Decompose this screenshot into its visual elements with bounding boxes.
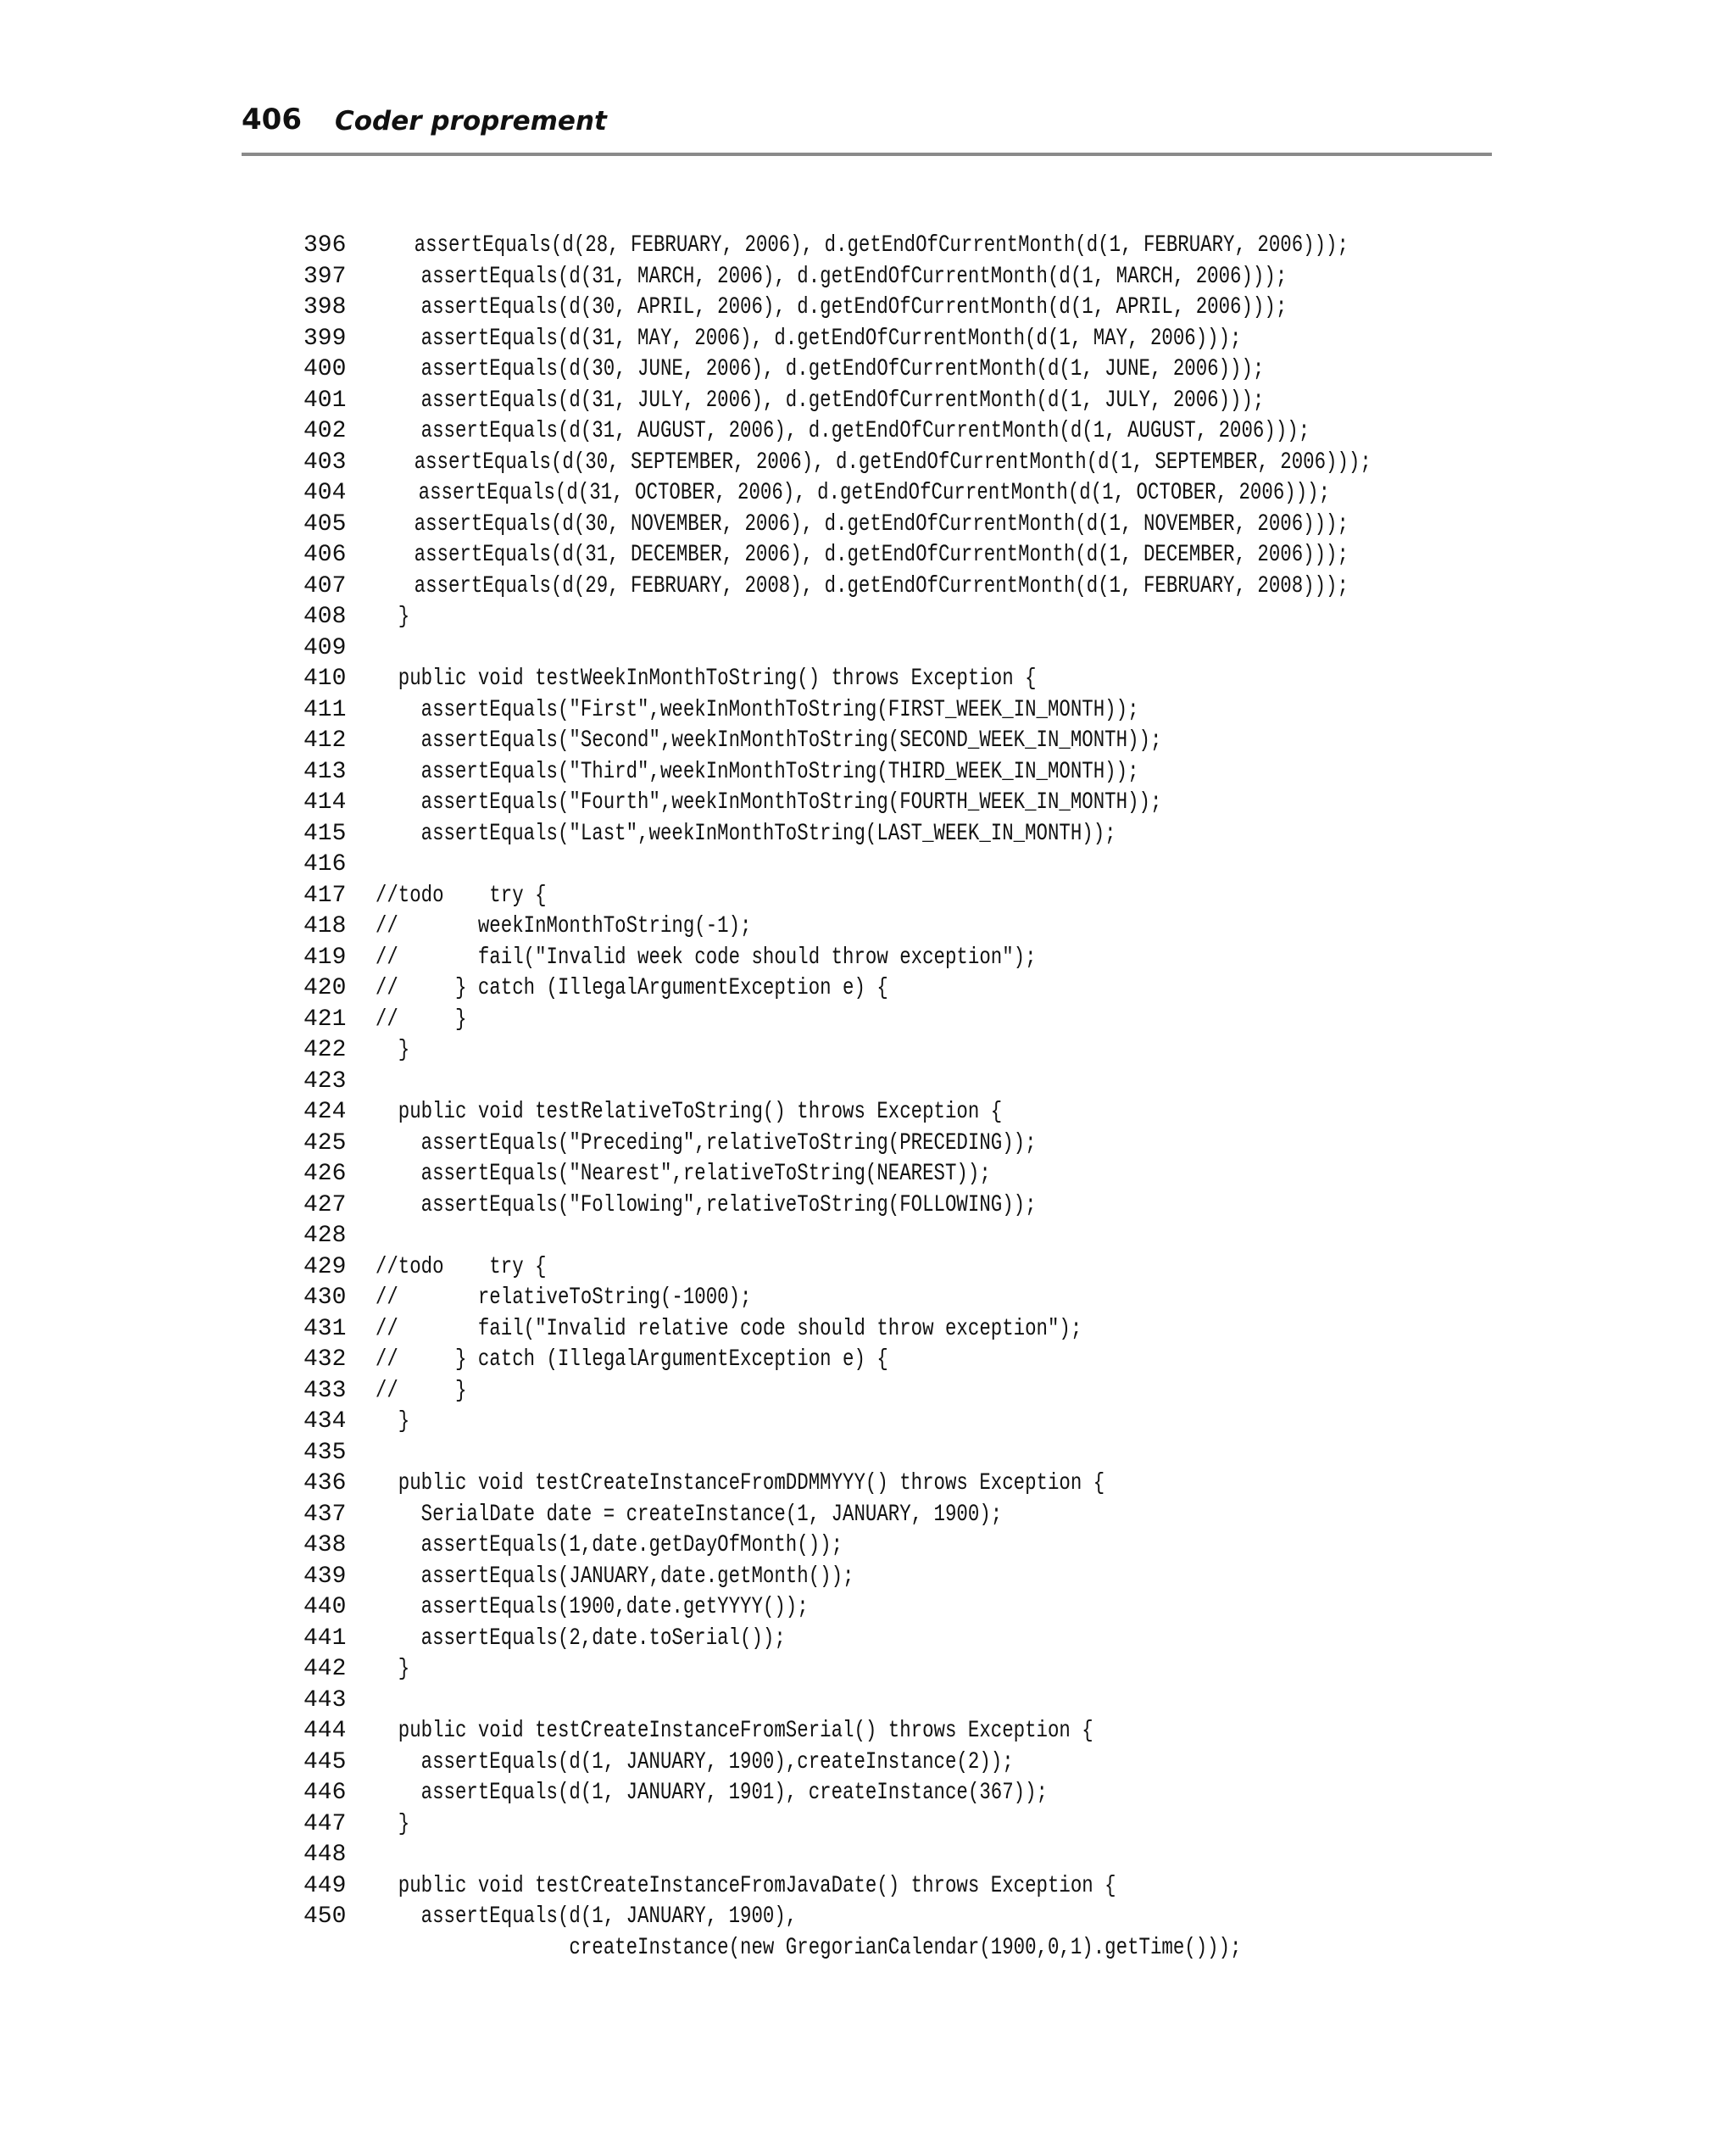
line-number: 403 [303, 449, 347, 476]
line-number: 397 [303, 263, 347, 290]
code-line [303, 1438, 1575, 1469]
line-number: 429 [303, 1253, 347, 1280]
code-line [303, 571, 1575, 603]
code-line [303, 1624, 1575, 1655]
code-text: // relativeToString(-1000); [353, 1285, 752, 1311]
code-line [303, 1500, 1575, 1531]
code-line [303, 726, 1575, 757]
code-line [303, 324, 1575, 355]
code-line [303, 1871, 1575, 1903]
code-line [303, 1252, 1575, 1284]
code-line [303, 1747, 1575, 1779]
line-number: 434 [303, 1408, 347, 1435]
line-number: 417 [303, 882, 347, 909]
line-number: 438 [303, 1532, 347, 1558]
code-line [303, 1407, 1575, 1438]
code-line [303, 540, 1575, 571]
code-line [303, 1097, 1575, 1129]
code-line [303, 1778, 1575, 1809]
code-line [303, 819, 1575, 850]
line-number: 439 [303, 1563, 347, 1590]
code-line [303, 1809, 1575, 1841]
code-line [303, 1840, 1575, 1871]
line-number: 431 [303, 1315, 347, 1342]
code-line [303, 1933, 1575, 1964]
code-text: public void testCreateInstanceFromSerial() throws Exception { [353, 1718, 1093, 1744]
line-number: 421 [303, 1006, 347, 1033]
line-number: 408 [303, 604, 347, 630]
line-number: 412 [303, 727, 347, 754]
line-number: 422 [303, 1037, 347, 1063]
line-number: 413 [303, 758, 347, 785]
line-number: 426 [303, 1161, 347, 1187]
code-text: // fail("Invalid week code should throw exception"); [353, 944, 1037, 971]
code-text: assertEquals(d(31, OCTOBER, 2006), d.getEndOfCurrentMonth(d(1, OCTOBER, 2006))); [349, 480, 1330, 506]
code-text: // } catch (IllegalArgumentException e) { [353, 1346, 888, 1373]
line-number: 398 [303, 294, 347, 320]
code-line [303, 231, 1575, 262]
running-title: Coder proprement [335, 106, 607, 137]
line-number: 442 [303, 1656, 347, 1682]
code-text: //todo try { [353, 1253, 547, 1280]
code-text: assertEquals(d(30, SEPTEMBER, 2006), d.getEndOfCurrentMonth(d(1, SEPTEMBER, 2006))); [346, 449, 1372, 476]
code-text: //todo try { [353, 882, 547, 909]
code-line [303, 973, 1575, 1005]
code-line [303, 1376, 1575, 1407]
code-text: // } catch (IllegalArgumentException e) { [353, 975, 888, 1001]
line-number: 424 [303, 1099, 347, 1125]
line-number: 436 [303, 1470, 347, 1496]
line-number: 414 [303, 789, 347, 816]
code-line [303, 1035, 1575, 1067]
code-text: // } [353, 1006, 467, 1033]
code-line [303, 943, 1575, 974]
code-line [303, 788, 1575, 819]
code-text: } [353, 1810, 410, 1837]
code-line [303, 850, 1575, 881]
page-number: 406 [242, 103, 302, 137]
line-number: 437 [303, 1501, 347, 1528]
code-text: assertEquals(d(1, JANUARY, 1900),createInstance(2)); [353, 1748, 1014, 1775]
code-listing [303, 231, 1575, 1964]
line-number: 443 [303, 1686, 347, 1714]
code-text: assertEquals(2,date.toSerial()); [353, 1625, 786, 1652]
line-number: 407 [303, 572, 347, 599]
line-number: 420 [303, 975, 347, 1001]
code-text: assertEquals(1900,date.getYYYY()); [353, 1594, 809, 1620]
code-text: } [353, 604, 410, 630]
code-text: assertEquals(d(31, MARCH, 2006), d.getEndOfCurrentMonth(d(1, MARCH, 2006))); [353, 263, 1288, 290]
code-line [303, 1654, 1575, 1686]
code-text: assertEquals(JANUARY,date.getMonth()); [353, 1563, 854, 1590]
line-number: 425 [303, 1129, 347, 1156]
line-number [303, 1933, 353, 1964]
code-line [303, 602, 1575, 633]
code-line [303, 386, 1575, 417]
line-number: 433 [303, 1377, 347, 1404]
line-number: 435 [303, 1439, 347, 1466]
code-text: public void testRelativeToString() throws Exception { [353, 1099, 1003, 1125]
code-line [303, 757, 1575, 789]
line-number: 449 [303, 1872, 347, 1899]
code-text: } [353, 1656, 410, 1682]
line-number: 450 [303, 1903, 347, 1930]
code-text: assertEquals("Last",weekInMonthToString(LAST_WEEK_IN_MONTH)); [353, 820, 1116, 847]
code-text: assertEquals("Second",weekInMonthToString(SECOND_WEEK_IN_MONTH)); [353, 727, 1162, 754]
code-line [303, 633, 1575, 665]
page-header [242, 100, 1492, 156]
line-number: 404 [303, 480, 347, 506]
line-number: 423 [303, 1067, 347, 1095]
code-text: assertEquals(d(30, APRIL, 2006), d.getEndOfCurrentMonth(d(1, APRIL, 2006))); [353, 294, 1288, 320]
line-number: 401 [303, 387, 347, 414]
line-number: 399 [303, 325, 347, 352]
code-text: } [353, 1037, 410, 1063]
code-line [303, 1530, 1575, 1562]
line-number: 409 [303, 634, 347, 661]
code-line [303, 1902, 1575, 1933]
code-text: assertEquals(d(30, NOVEMBER, 2006), d.getEndOfCurrentMonth(d(1, NOVEMBER, 2006))); [346, 510, 1349, 538]
line-number: 440 [303, 1594, 347, 1620]
line-number: 427 [303, 1191, 347, 1218]
code-text: assertEquals(d(1, JANUARY, 1900), [353, 1903, 798, 1930]
code-line [303, 1159, 1575, 1190]
code-text: } [353, 1408, 410, 1435]
code-text: assertEquals(d(31, AUGUST, 2006), d.getEndOfCurrentMonth(d(1, AUGUST, 2006))); [353, 418, 1310, 444]
line-number: 418 [303, 913, 347, 939]
line-number: 406 [303, 542, 347, 568]
code-line [303, 1592, 1575, 1624]
code-line [303, 1067, 1575, 1098]
line-number: 410 [303, 666, 347, 692]
code-line [303, 1190, 1575, 1222]
code-line [303, 695, 1575, 727]
code-line [303, 1221, 1575, 1252]
code-line [303, 664, 1575, 695]
line-number: 402 [303, 418, 347, 444]
code-text: public void testCreateInstanceFromDDMMYYY() throws Exception { [353, 1470, 1105, 1496]
line-number: 444 [303, 1718, 347, 1744]
code-text: assertEquals(d(1, JANUARY, 1901), createInstance(367)); [353, 1780, 1048, 1806]
code-text: assertEquals(d(31, JULY, 2006), d.getEndOfCurrentMonth(d(1, JULY, 2006))); [353, 387, 1265, 414]
code-line [303, 354, 1575, 386]
line-number: 447 [303, 1810, 347, 1837]
line-number: 416 [303, 851, 347, 878]
code-text: SerialDate date = createInstance(1, JANUARY, 1900); [353, 1501, 1003, 1528]
code-text: assertEquals("Third",weekInMonthToString(THIRD_WEEK_IN_MONTH)); [353, 758, 1139, 785]
line-number: 411 [303, 696, 347, 723]
code-line [303, 1129, 1575, 1160]
code-text: assertEquals("First",weekInMonthToString(FIRST_WEEK_IN_MONTH)); [353, 696, 1139, 723]
code-text: // fail("Invalid relative code should throw exception"); [353, 1315, 1082, 1342]
line-number: 396 [303, 232, 347, 259]
code-line [303, 510, 1575, 541]
code-line [303, 1686, 1575, 1717]
code-line [303, 881, 1575, 912]
code-line [303, 1005, 1575, 1036]
line-number: 419 [303, 944, 347, 971]
line-number: 400 [303, 356, 347, 382]
code-line [303, 416, 1575, 448]
line-number: 446 [303, 1780, 347, 1806]
code-text: assertEquals("Following",relativeToString(FOLLOWING)); [353, 1191, 1037, 1218]
code-line [303, 1314, 1575, 1346]
line-number: 441 [303, 1625, 347, 1652]
line-number: 448 [303, 1842, 347, 1868]
code-line [303, 448, 1575, 479]
code-line [303, 478, 1575, 510]
code-text: createInstance(new GregorianCalendar(1900,0,1).getTime())); [353, 1934, 1242, 1961]
code-text: assertEquals(d(28, FEBRUARY, 2006), d.getEndOfCurrentMonth(d(1, FEBRUARY, 2006))); [346, 232, 1349, 259]
code-line [303, 262, 1575, 293]
code-line [303, 1562, 1575, 1593]
code-text: public void testWeekInMonthToString() throws Exception { [353, 666, 1037, 692]
code-text: assertEquals("Preceding",relativeToString(PRECEDING)); [353, 1129, 1037, 1156]
code-line [303, 293, 1575, 324]
code-text: assertEquals("Fourth",weekInMonthToString(FOURTH_WEEK_IN_MONTH)); [353, 789, 1162, 816]
code-text: // } [353, 1377, 467, 1404]
code-text: assertEquals(d(31, MAY, 2006), d.getEndOfCurrentMonth(d(1, MAY, 2006))); [353, 325, 1242, 352]
code-line [303, 1716, 1575, 1747]
code-text: assertEquals(d(29, FEBRUARY, 2008), d.getEndOfCurrentMonth(d(1, FEBRUARY, 2008))); [346, 572, 1349, 599]
line-number: 430 [303, 1285, 347, 1311]
line-number: 405 [303, 510, 347, 538]
code-line [303, 1345, 1575, 1376]
code-text: assertEquals(1,date.getDayOfMonth()); [353, 1532, 843, 1558]
code-line [303, 1468, 1575, 1500]
line-number: 415 [303, 820, 347, 847]
code-line [303, 1283, 1575, 1314]
code-line [303, 911, 1575, 943]
line-number: 445 [303, 1748, 347, 1775]
line-number: 432 [303, 1346, 347, 1373]
code-text: assertEquals(d(31, DECEMBER, 2006), d.getEndOfCurrentMonth(d(1, DECEMBER, 2006))); [346, 542, 1349, 568]
code-text: // weekInMonthToString(-1); [353, 913, 752, 939]
code-text: public void testCreateInstanceFromJavaDate() throws Exception { [353, 1872, 1116, 1899]
line-number: 428 [303, 1223, 347, 1249]
code-text: assertEquals("Nearest",relativeToString(NEAREST)); [353, 1161, 991, 1187]
code-text: assertEquals(d(30, JUNE, 2006), d.getEndOfCurrentMonth(d(1, JUNE, 2006))); [353, 356, 1265, 382]
